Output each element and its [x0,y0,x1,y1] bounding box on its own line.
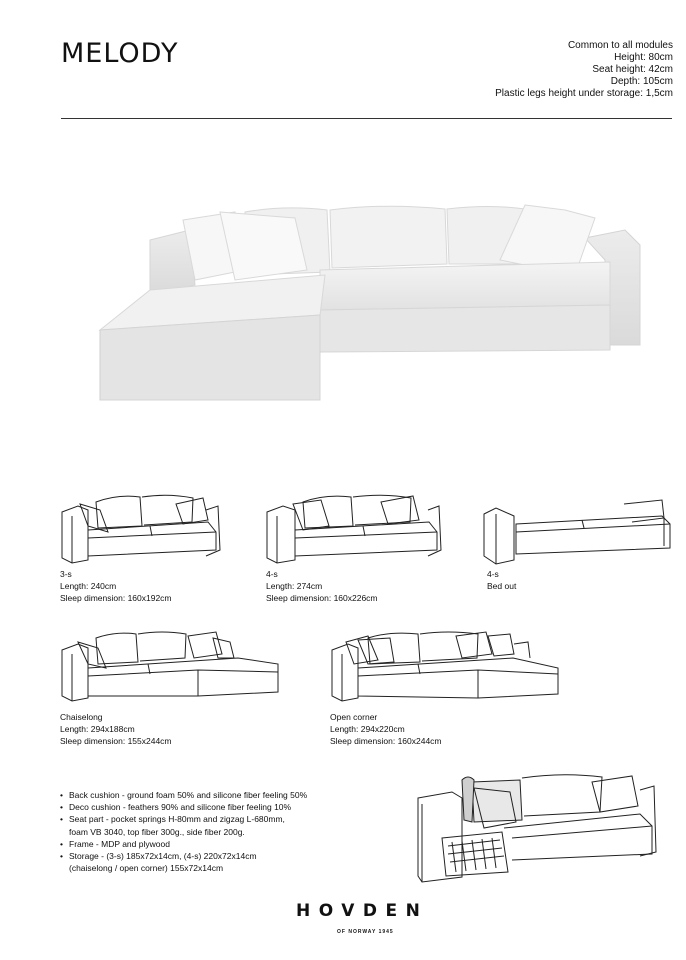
module-4s-length: Length: 274cm [266,581,323,591]
feature-deco-cushion: • Deco cushion - feathers 90% and silicone fiber feeling 10% [60,802,292,813]
module-chaiselong-length: Length: 294x188cm [60,724,135,734]
sofa-open-corner-drawing [328,628,563,703]
sofa-hero-image [95,200,645,410]
spec-depth: Depth: 105cm [610,76,673,87]
product-title: MELODY [61,38,179,69]
module-3s-sleep: Sleep dimension: 160x192cm [60,593,172,603]
module-bed-out-caption [487,568,516,592]
features-list [60,789,307,874]
module-chaiselong-caption [60,711,172,747]
module-chaiselong-name: Chaiselong [60,712,103,722]
brand-tagline: OF NORWAY 1945 [337,929,394,935]
sofa-chaiselong-drawing [58,628,283,703]
common-specs [495,40,673,100]
header-divider [61,118,672,119]
spec-height: Height: 80cm [614,52,673,63]
module-open-corner-name: Open corner [330,712,378,722]
feature-seat-part: • Seat part - pocket springs H-80mm and zigzag L-680mm, foam VB 3040, top fiber 300g., side fiber 200g. [60,814,285,837]
module-4s-caption [266,568,378,604]
specs-heading: Common to all modules [567,40,673,51]
module-3s-length: Length: 240cm [60,581,117,591]
brand-logo: HOVDEN [296,901,429,921]
module-open-corner-caption [330,711,442,747]
module-4s-sleep: Sleep dimension: 160x226cm [266,593,378,603]
feature-back-cushion: • Back cushion - ground foam 50% and silicone fiber feeling 50% [60,790,308,800]
module-open-corner-sleep: Sleep dimension: 160x244cm [330,736,442,746]
module-3s-name: 3-s [60,569,72,579]
module-open-corner-length: Length: 294x220cm [330,724,405,734]
module-bed-out-name: 4-s [487,569,499,579]
feature-storage: • Storage - (3-s) 185x72x14cm, (4-s) 220x72x14cm (chaiselong / open corner) 155x72x14cm [60,851,257,874]
storage-cutaway-drawing [412,772,662,887]
module-chaiselong-sleep: Sleep dimension: 155x244cm [60,736,172,746]
sofa-3s-drawing [58,490,226,565]
module-3s-caption [60,568,172,604]
spec-seat-height: Seat height: 42cm [592,64,673,75]
feature-frame: • Frame - MDP and plywood [60,838,170,849]
sofa-4s-drawing [263,490,448,565]
module-bed-out-note: Bed out [487,581,517,591]
module-4s-name: 4-s [266,569,278,579]
spec-legs-height: Plastic legs height under storage: 1,5cm [495,88,673,99]
sofa-4s-bed-out-drawing [482,496,672,566]
